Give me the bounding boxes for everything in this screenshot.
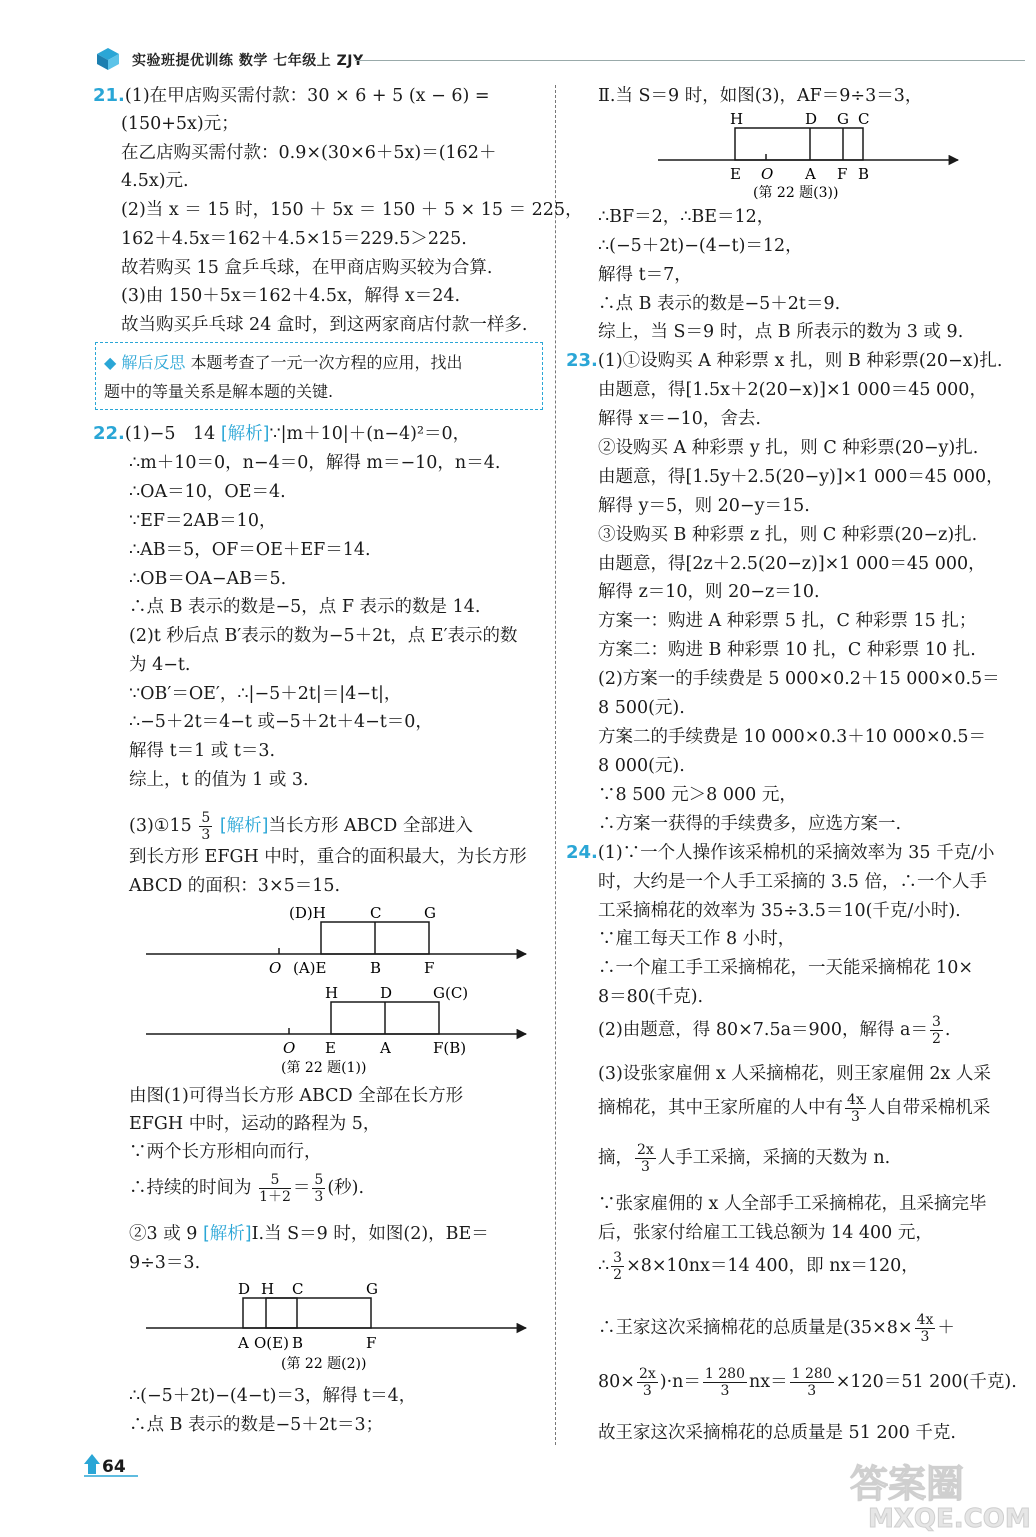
page-header <box>0 0 1036 80</box>
q22-line-3: ∴OA＝10，OE＝4. <box>129 482 286 502</box>
q22-line-2: ∴m＋10＝0，n−4＝0，解得 m＝−10，n＝4. <box>129 453 501 473</box>
label-o: O <box>269 959 282 977</box>
q22-line-19: 9÷3＝3. <box>129 1253 201 1273</box>
r-line-2: ∴(−5＋2t)−(4−t)＝12， <box>598 236 803 256</box>
fraction: $\frac{5}{3}$ <box>201 810 211 843</box>
r-line-3: 解得 t＝7， <box>598 265 692 285</box>
analysis-tag: [解析] <box>220 424 270 444</box>
q24-line-1: 24.(1)∵一个人操作该采棉机的采摘效率为 35 千克/小 <box>566 842 995 863</box>
label-c: C <box>858 110 870 128</box>
figure-caption: (第 22 题(1)) <box>281 1060 367 1076</box>
q21-line-5: (2)当 x ＝ 15 时，150 ＋ 5x ＝ 150 ＋ 5 × 15 ＝ 225， <box>121 200 583 220</box>
q22-line-7: ∴点 B 表示的数是−5，点 F 表示的数是 14. <box>129 597 481 617</box>
label-d: D <box>238 1280 251 1298</box>
q22-line-10: ∵OB′＝OE′，∴|−5＋2t|＝|4−t|， <box>129 684 402 704</box>
q22-line-4: ∵EF＝2AB＝10， <box>129 511 277 531</box>
q21-line-3: 在乙店购买需付款：0.9×(30×6＋5x)＝(162＋ <box>121 143 497 163</box>
label-b: B <box>292 1334 304 1352</box>
fraction: $\frac{1 280}{3}$ <box>791 1366 832 1399</box>
analysis-tag: [解析] <box>202 1224 252 1244</box>
label-ae: (A)E <box>293 959 327 977</box>
label-h: H <box>261 1280 275 1298</box>
q22-part3-line: (3)①15 $\frac{5}{3}$ [解析]当长方形 ABCD 全部进入 <box>129 810 473 843</box>
label-c: C <box>292 1280 304 1298</box>
label-b: B <box>370 959 382 977</box>
q22-line-11: ∴−5＋2t＝4−t 或−5＋2t＋4−t＝0， <box>129 712 433 732</box>
watermark <box>840 1455 1030 1533</box>
page-number <box>82 1452 140 1478</box>
q22-line-1: 22.(1)−5 14 [解析]∵|m＋10|＋(n−4)²＝0， <box>93 423 471 444</box>
label-f: F <box>837 165 848 183</box>
q21-line-2: (150+5x)元； <box>121 114 239 134</box>
book-logo-icon <box>95 46 121 72</box>
figure-22-2 <box>141 1280 541 1380</box>
column-divider <box>555 85 556 1445</box>
q21-line-7: 故若购买 15 盒乒乓球，在甲商店购买较为合算. <box>121 258 493 278</box>
label-e: E <box>325 1039 336 1057</box>
label-fb: F(B) <box>433 1039 467 1057</box>
label-f: F <box>366 1334 377 1352</box>
fraction: $\frac{5}{1+2}$ <box>259 1172 291 1205</box>
r-line-1: ∴BF＝2，∴BE＝12， <box>598 207 775 227</box>
q22-line-5: ∴AB＝5，OF＝OE＋EF＝14. <box>129 540 371 560</box>
svg-text:答案圈: 答案圈 <box>850 1462 965 1506</box>
figure-caption: (第 22 题(2)) <box>281 1356 367 1372</box>
question-number: 23. <box>566 350 598 371</box>
arrow-up-icon <box>84 1454 100 1474</box>
fraction: $\frac{3}{2}$ <box>613 1250 623 1283</box>
q21-line-8: (3)由 150＋5x＝162＋4.5x，解得 x＝24. <box>121 286 461 306</box>
r-line-4: ∴点 B 表示的数是−5＋2t＝9. <box>598 294 841 314</box>
header-rule <box>355 60 1025 61</box>
fraction: $\frac{2x}{3}$ <box>637 1142 654 1175</box>
label-f: F <box>424 959 435 977</box>
q24-part2: (2)由题意，得 80×7.5a＝900，解得 a＝ $\frac{3}{2}$ . <box>598 1014 951 1047</box>
figure-22-3 <box>653 108 973 203</box>
part2-intro: Ⅱ.当 S＝9 时，如图(3)，AF＝9÷3＝3， <box>598 86 923 106</box>
q22-duration-line: ∴持续的时间为 $\frac{5}{1+2}$ ＝ $\frac{5}{3}$ (秒). <box>129 1172 365 1205</box>
label-g: G <box>366 1280 378 1298</box>
label-a: A <box>380 1039 391 1057</box>
label-o2: O <box>283 1039 296 1057</box>
label-d: D <box>380 984 393 1002</box>
question-number: 24. <box>566 842 598 863</box>
q22-line-6: ∴OB＝OA−AB＝5. <box>129 569 287 589</box>
figure-22-1 <box>141 902 541 1077</box>
label-g: G <box>424 904 436 922</box>
q21-line-1: 21.(1)在甲店购买需付款：30 × 6 + 5 (x − 6) = <box>93 85 490 106</box>
q22-line-14: 到长方形 EFGH 中时，重合的面积最大，为长方形 <box>129 847 527 867</box>
q21-line-4: 4.5x)元. <box>121 171 189 191</box>
question-number: 21. <box>93 85 125 106</box>
figure-caption: (第 22 题(3)) <box>753 185 839 201</box>
label-gc: G(C) <box>433 984 469 1002</box>
q22-line-18: ∵两个长方形相向而行， <box>129 1142 322 1162</box>
reflection-box: ◆ 解后反思 本题考查了一元一次方程的应用，找出 题中的等量关系是解本题的关键. <box>95 342 543 410</box>
label-g: G <box>837 110 849 128</box>
fraction: $\frac{4x}{3}$ <box>916 1312 934 1345</box>
fraction: $\frac{3}{2}$ <box>931 1014 941 1047</box>
fraction: $\frac{5}{3}$ <box>314 1172 324 1205</box>
q21-line-6: 162＋4.5x＝162＋4.5×15＝229.5＞225. <box>121 229 467 249</box>
question-number: 22. <box>93 423 125 444</box>
analysis-tag: [解析] <box>219 816 269 836</box>
q22-line-13: 综上，t 的值为 1 或 3. <box>129 770 309 790</box>
label-b: B <box>858 165 870 183</box>
q22-line-9: 为 4−t. <box>129 655 191 675</box>
q23-line-1: 23.(1)①设购买 A 种彩票 x 扎，则 B 种彩票(20−x)扎. <box>566 350 1003 371</box>
fraction: $\frac{2x}{3}$ <box>638 1366 656 1399</box>
q22-line-12: 解得 t＝1 或 t＝3. <box>129 741 276 761</box>
q21-line-9: 故当购买乒乓球 24 盒时，到这两家商店付款一样多. <box>121 315 528 335</box>
q22-line-8: (2)t 秒后点 B′表示的数为−5＋2t，点 E′表示的数 <box>129 626 518 646</box>
label-e: E <box>730 165 741 183</box>
label-a: A <box>805 165 816 183</box>
q22-line-21: ∴点 B 表示的数是−5＋2t＝3； <box>129 1415 384 1435</box>
q22-line-20: ∴(−5＋2t)−(4−t)＝3，解得 t＝4， <box>129 1386 417 1406</box>
fraction: $\frac{1 280}{3}$ <box>704 1366 746 1399</box>
label-d: D <box>805 110 818 128</box>
q22-part2-line: ②3 或 9 [解析]Ⅰ.当 S＝9 时，如图(2)，BE＝ <box>129 1224 489 1244</box>
label-a: A <box>238 1334 249 1352</box>
r-line-5: 综上，当 S＝9 时，点 B 所表示的数为 3 或 9. <box>598 322 964 342</box>
diamond-icon: ◆ <box>104 353 117 372</box>
label-dh: (D)H <box>289 904 326 922</box>
reflection-tag: 解后反思 <box>121 353 186 372</box>
label-o: O <box>761 165 774 183</box>
label-h: H <box>325 984 339 1002</box>
q22-line-15: ABCD 的面积：3×5＝15. <box>129 876 341 896</box>
q22-line-16: 由图(1)可得当长方形 ABCD 全部在长方形 <box>129 1086 464 1106</box>
label-c: C <box>370 904 382 922</box>
fraction: $\frac{4x}{3}$ <box>847 1092 864 1125</box>
label-oe: O(E) <box>254 1334 289 1352</box>
svg-text:MXQE.COM: MXQE.COM <box>868 1504 1030 1533</box>
label-h: H <box>730 110 744 128</box>
svg-text:64: 64 <box>102 1457 126 1477</box>
q22-line-17: EFGH 中时，运动的路程为 5， <box>129 1114 381 1134</box>
book-title: 实验班提优训练 数学 七年级上 ZJY <box>132 53 364 69</box>
